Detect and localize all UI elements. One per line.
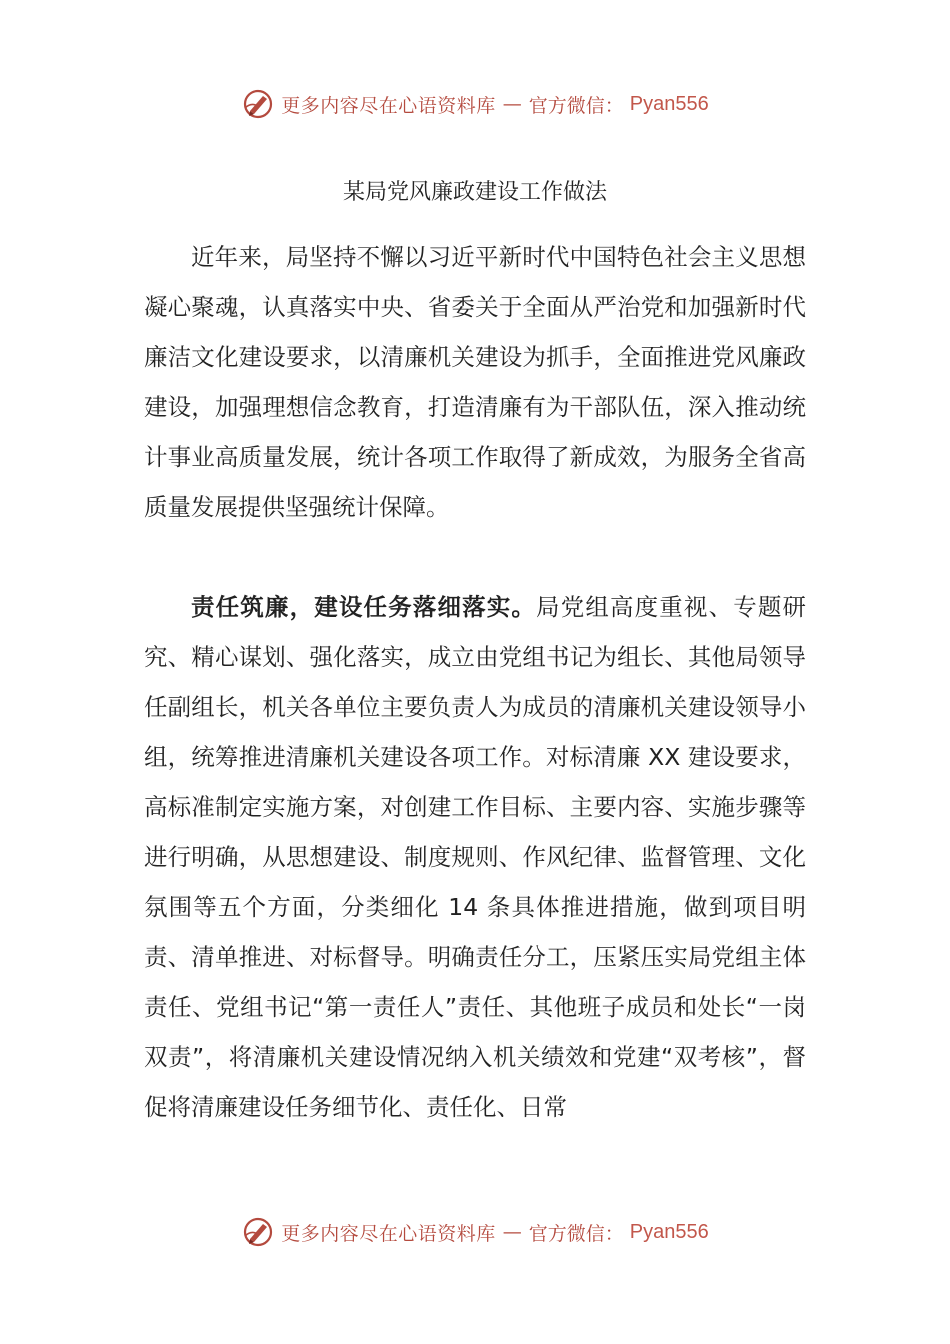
banner-dash: — <box>502 1221 522 1243</box>
header-banner <box>0 84 950 124</box>
paragraph-intro <box>144 232 806 532</box>
document-body <box>144 232 806 1132</box>
paragraph-body: 局党组高度重视、专题研究、精心谋划、强化落实，成立由党组书记为组长、其他局领导任副组长，机关各单位主要负责人为成员的清廉机关建设领导小组，统筹推进清廉机关建设各项工作。对标清廉 XX 建设要求，高标准制定实施方案，对创建工作目标、主要内容、实施步骤等进行明确，从思想建设、制度规则、作风纪律、监督管理、文化氛围等五个方面，分类细化 14 条具体推进措施，做到项目明责、清单推进、对标督导。明确责任分工，压紧压实局党组主体责任、党组书记“第一责任人”责任、其他班子成员和处长“一岗双责”，将清廉机关建设情况纳入机关绩效和党建“双考核”，督促将清廉建设任务细节化、责任化、日常 <box>144 593 807 1121</box>
banner-dash: — <box>502 93 522 115</box>
footer-banner <box>0 1212 950 1252</box>
banner-wechat-label: 官方微信： <box>528 94 624 117</box>
banner-wechat-id: Pyan556 <box>629 1220 709 1243</box>
pen-logo-icon <box>241 1215 275 1249</box>
banner-wechat-id: Pyan556 <box>629 92 709 115</box>
paragraph-responsibility <box>144 582 806 1132</box>
banner-text: 更多内容尽在心语资料库 <box>281 94 496 117</box>
paragraph-lead: 责任筑廉，建设任务落细落实。 <box>191 593 537 621</box>
banner-text: 更多内容尽在心语资料库 <box>281 1222 496 1245</box>
paragraph-body: 近年来，局坚持不懈以习近平新时代中国特色社会主义思想凝心聚魂，认真落实中央、省委关于全面从严治党和加强新时代廉洁文化建设要求，以清廉机关建设为抓手，全面推进党风廉政建设，加强理想信念教育，打造清廉有为干部队伍，深入推动统计事业高质量发展，统计各项工作取得了新成效，为服务全省高质量发展提供坚强统计保障。 <box>144 243 806 521</box>
banner-wechat-label: 官方微信： <box>528 1222 624 1245</box>
document-title: 某局党风廉政建设工作做法 <box>342 180 607 205</box>
pen-logo-icon <box>241 87 275 121</box>
